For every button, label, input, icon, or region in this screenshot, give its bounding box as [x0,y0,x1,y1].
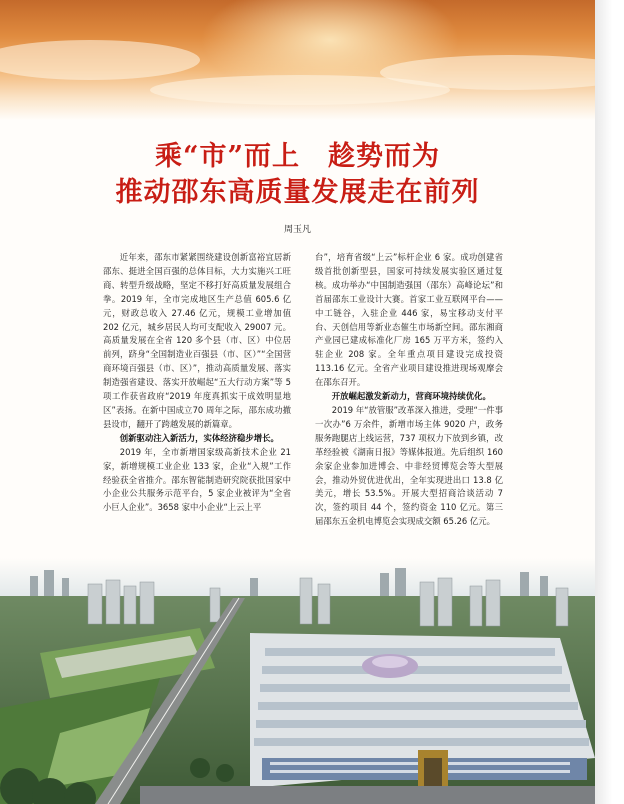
section-lead: 开放崛起激发新动力，营商环境持续优化。 [331,391,491,402]
article-author: 周玉凡 [283,225,311,235]
page-edge-shadow [595,0,624,804]
cloud-shape [150,75,450,105]
aerial-city-photo [0,558,595,804]
article-title-line-2: 推动邵东高质量发展走在前列 [115,177,480,208]
sunset-sky-banner [0,0,595,120]
cloud-shape [0,40,200,80]
article-column-left [103,251,291,515]
paragraph: 台”，培育省级“上云”标杆企业 6 家。成功创建省级首批创新型县，国家可持续发展实验区通过复核。成功举办“中国制造强国（邵东）高峰论坛”和首届邵东工业设计大赛。首家工业互联网平台——中工链谷，入驻企业 446 家，易宝移动支付平台、天创信用等新业态催生市场新空间。邵东湘商产业园已建成标准化厂房 165 万平方米，签约入驻企业 208 家。全年重点项目建设完成投资 113.16 亿元。全省产业项目建设推进现场观摩会在邵东召开。 [315,252,503,388]
section-lead: 创新驱动注入新活力，实体经济稳步增长。 [119,432,279,443]
paragraph: 近年来，邵东市紧紧围绕建设创新富裕宜居新邵东、挺进全国百强的总体目标，大力实施兴工旺商、转型升级战略，坚定不移打好高质量发展组合拳。2019 年，全市完成地区生产总值 605.6 亿元，财政总收入 27.46 亿元，规模工业增加值 202 亿元，城乡居民人均可支配收入 29007 元。高质量发展在全省 120 多个县（市、区）中位居前列，跻身“全国制造业百强县（市、区）”“全国营商环境百强县（市、区）”，推动高质量发展、落实制造强省建设、落实开放崛起“五大行动方案”等 5 项工作获省政府“2019 年度真抓实干成效明显地区”表扬。在新中国成立70 周年之际，邵东成功撤县设市，翻开了跨越发展的新篇章。 [103,252,291,429]
article-title-line-1: 乘“市”而上 趁势而为 [154,141,441,172]
aerial-city-illustration [0,558,595,804]
article-column-right [315,251,503,529]
paragraph: 2019 年“放管服”改革深入推进，受理“一件事一次办”6 万余件，新增市场主体 9020 户，政务服务跑腿店上线运营，737 项权力下放到乡镇，改革经验被《湖南日报》等媒体报道。先后组织 160 余家企业参加进博会、中非经贸博览会等大型展会，推动外贸优进优出，全年实现进出口 13.8 亿美元，增长 53.5%。开展大型招商洽谈活动 7 次，签约项目 44 个，签约资金 110 亿元。第三届邵东五金机电博览会实现成交额 65.26 亿元。 [315,404,503,527]
paragraph: 2019 年，全市新增国家级高新技术企业 21 家，新增规模工业企业 133 家，企业“入规”工作经验获全省推介。邵东智能制造研究院获批国家中小企业公共服务示范平台，5 家企业被评为“全省小巨人企业”。3658 家中小企业“上云上平 [103,446,291,513]
